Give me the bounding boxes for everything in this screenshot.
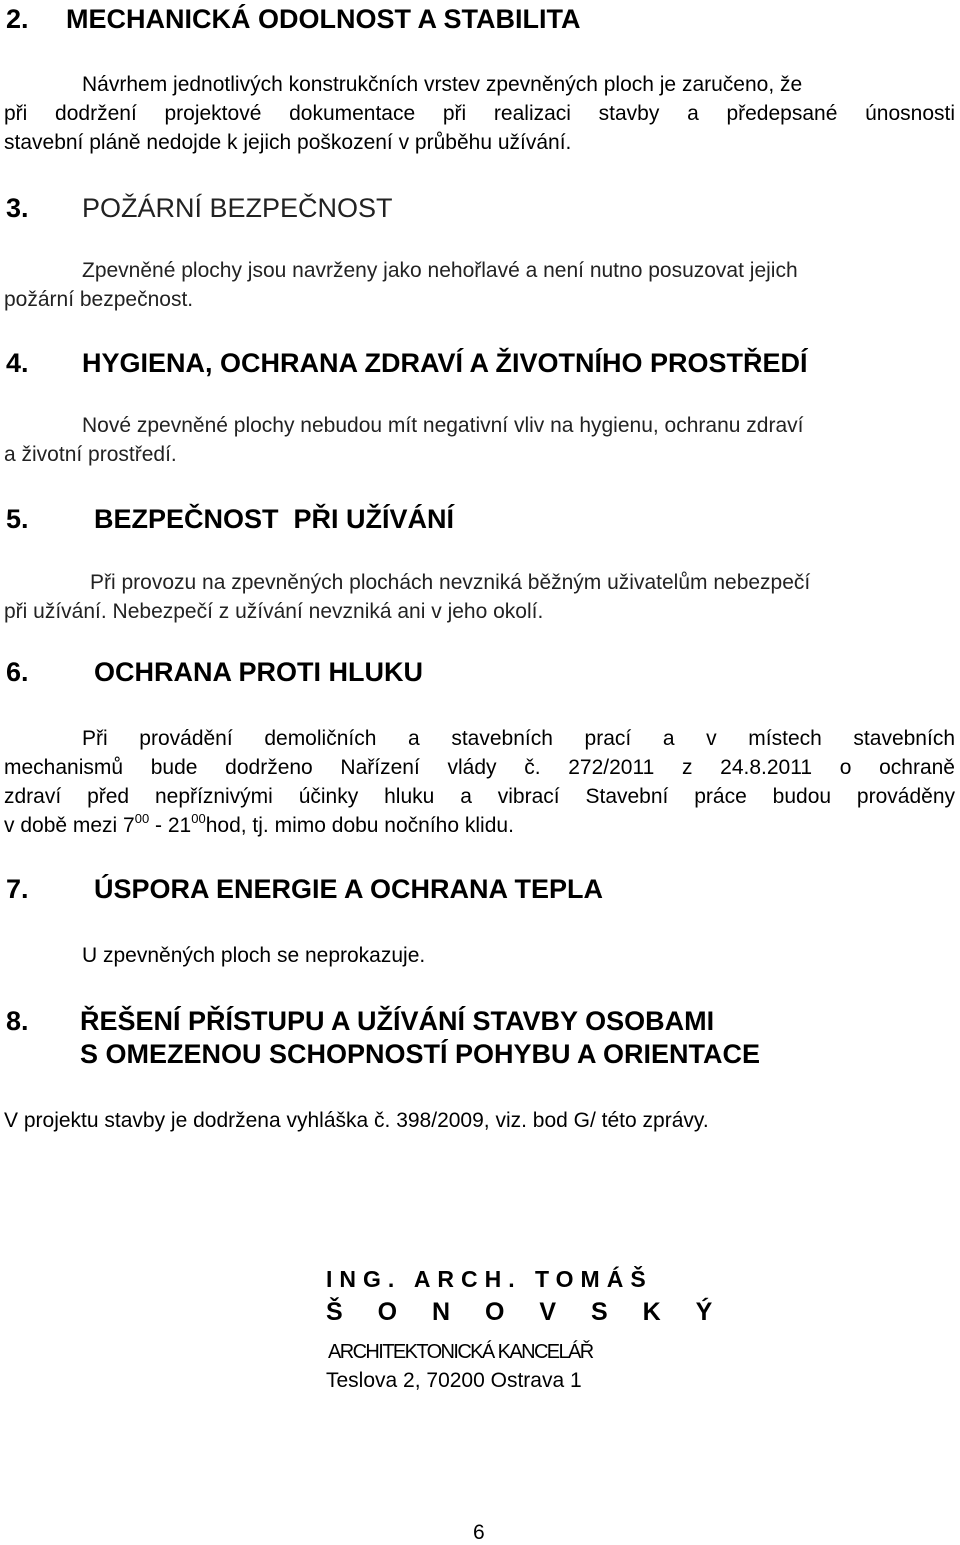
signature-name-line: ING. ARCH. TOMÁŠ	[326, 1266, 653, 1292]
section-6-line-4-a: v době mezi 7	[4, 814, 135, 837]
signature-office-name: ARCHITEKTONICKÁ KANCELÁŘ	[328, 1341, 593, 1363]
signature-address: Teslova 2, 70200 Ostrava 1	[326, 1369, 582, 1392]
section-7-heading: ÚSPORA ENERGIE A OCHRANA TEPLA	[94, 874, 604, 904]
section-2-line-2: při dodržení projektové dokumentace při realizaci stavby a předepsané únosnosti	[4, 102, 955, 125]
section-5-number: 5.	[6, 504, 29, 534]
section-4-line-1: Nové zpevněné plochy nebudou mít negativní vliv na hygienu, ochranu zdraví	[82, 414, 804, 437]
section-6-line-4-b: - 21	[149, 814, 192, 837]
page-number: 6	[473, 1521, 485, 1544]
section-8-number: 8.	[6, 1006, 29, 1036]
end-time-superscript: 00	[191, 811, 206, 826]
section-4-line-2: a životní prostředí.	[4, 443, 177, 466]
section-5-line-1: Při provozu na zpevněných plochách nevzniká běžným uživatelům nebezpečí	[90, 571, 811, 594]
section-6-line-2: mechanismů bude dodrženo Nařízení vlády č. 272/2011 z 24.8.2011 o ochraně	[4, 756, 955, 779]
section-5-line-2: při užívání. Nebezpečí z užívání nevzniká ani v jeho okolí.	[4, 600, 544, 623]
section-6-line-3: zdraví před nepříznivými účinky hluku a vibrací Stavební práce budou prováděny	[4, 785, 955, 808]
section-3-number: 3.	[6, 193, 29, 223]
section-5-heading: BEZPEČNOST PŘI UŽÍVÁNÍ	[94, 504, 455, 534]
section-3-line-2: požární bezpečnost.	[4, 288, 194, 311]
section-8-heading-1: ŘEŠENÍ PŘÍSTUPU A UŽÍVÁNÍ STAVBY OSOBAMI	[80, 1006, 715, 1036]
section-8-heading-2: S OMEZENOU SCHOPNOSTÍ POHYBU A ORIENTACE	[80, 1039, 761, 1069]
section-6-line-4	[4, 811, 514, 840]
section-4-number: 4.	[6, 348, 29, 378]
section-8-line-1: V projektu stavby je dodržena vyhláška č. 398/2009, viz. bod G/ této zprávy.	[4, 1109, 709, 1132]
section-7-line-1: U zpevněných ploch se neprokazuje.	[82, 944, 426, 967]
section-3-heading: POŽÁRNÍ BEZPEČNOST	[82, 193, 393, 223]
section-2-line-1: Návrhem jednotlivých konstrukčních vrstev zpevněných ploch je zaručeno, že	[82, 73, 803, 96]
section-6-number: 6.	[6, 657, 29, 687]
section-6-heading: OCHRANA PROTI HLUKU	[94, 657, 423, 687]
signature-surname-line: Š O N O V S K Ý	[326, 1298, 719, 1326]
section-3-line-1: Zpevněné plochy jsou navrženy jako nehořlavé a není nutno posuzovat jejich	[82, 259, 798, 282]
start-time-superscript: 00	[134, 811, 150, 826]
section-6-line-4-c: hod, tj. mimo dobu nočního klidu.	[205, 814, 514, 837]
section-2-line-3: stavební pláně nedojde k jejich poškození v průběhu užívání.	[4, 131, 572, 154]
section-4-heading: HYGIENA, OCHRANA ZDRAVÍ A ŽIVOTNÍHO PROSTŘEDÍ	[82, 348, 808, 378]
section-6-line-1: Při provádění demoličních a stavebních prací a v místech stavebních	[82, 727, 955, 750]
section-7-number: 7.	[6, 874, 29, 904]
section-2-heading: 2. MECHANICKÁ ODOLNOST A STABILITA	[6, 4, 581, 34]
